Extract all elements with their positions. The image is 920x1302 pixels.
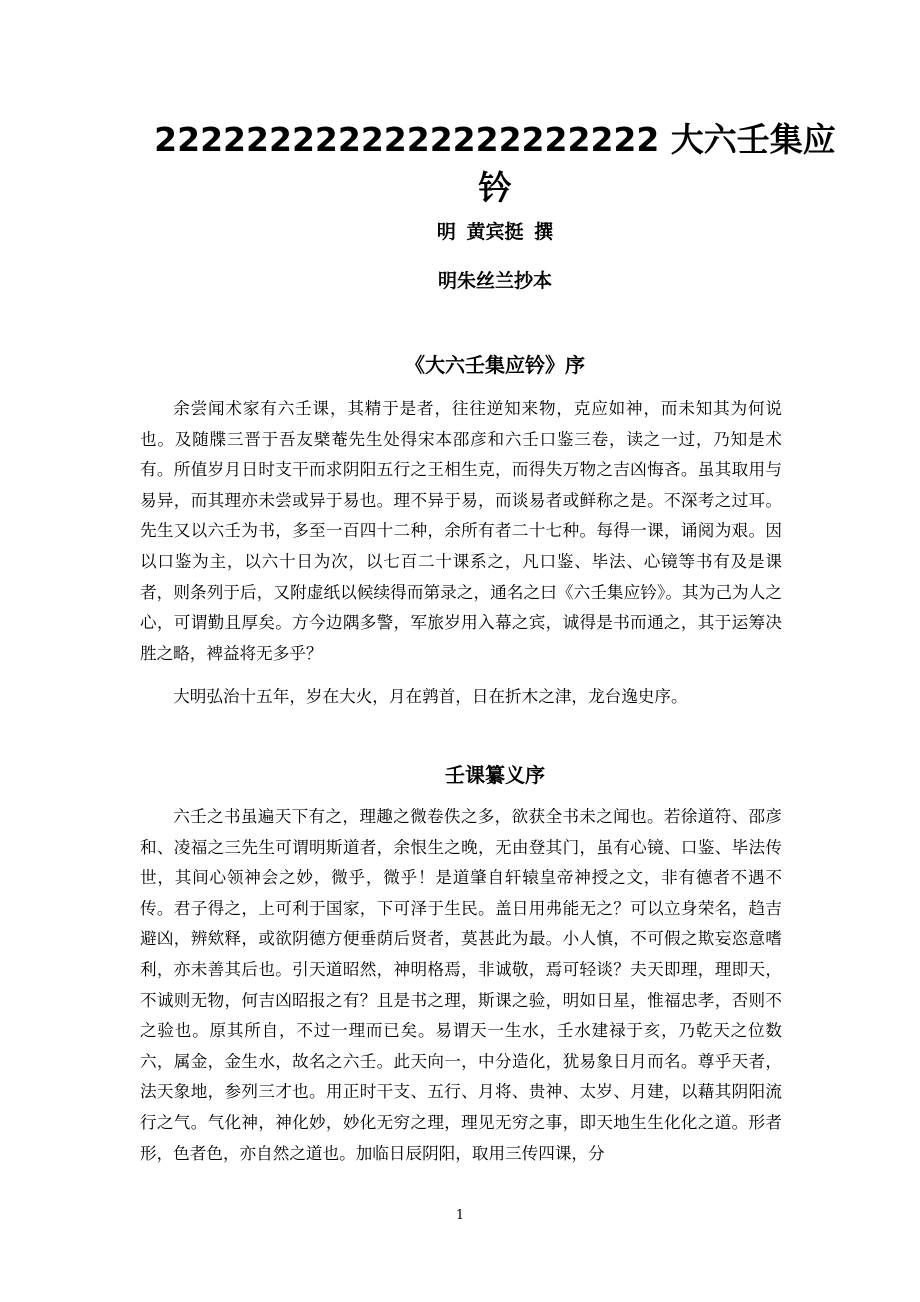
edition-line: 明朱丝兰抄本 [437,270,552,292]
section-title-preface: 《大六壬集应钤》序 [405,353,585,377]
renke-preface-paragraph: 六壬之书虽遍天下有之，理趣之微卷佚之多，欲获全书未之闻也。若徐道符、邵彦和、凌福之三先生可谓明斯道者，余恨生之晚，无由登其门，虽有心镜、口鉴、毕法传世，其间心领神会之妙，微乎，微乎！是道肇自轩辕皇帝神授之文，非有德者不遇不传。君子得之，上可利于国家，下可泽于生民。盖日用弗能无之？可以立身荣名，趋吉避凶，辨欸释，或欲阴德方便垂荫后贤者，莫甚此为最。小人慎，不可假之欺妄恣意嗜利，亦未善其后也。引天道昭然，神明格焉，非诚敬，焉可轻谈？夫天即理，理即天，不诚则无物，何吉凶昭报之有？且是书之理，斯课之验，明如日星，惟福忠孝，否则不之验也。原其所自，不过一理而已矣。易谓天一生水，壬水建禄于亥，乃乾天之位数六，属金，金生水，故名之六壬。此天向一，中分造化，犹易象日月而名。尊乎天者，法天象地，参列三才也。用正时干支、五行、月将、贵神、太岁、月建，以藉其阴阳流行之气。气化神，神化妙，妙化无穷之理，理见无穷之事，即天地生生化化之道。形者形，色者色，亦自然之道也。加临日辰阴阳，取用三传四课，分 [140,807,782,1163]
page-number: 1 [455,1208,465,1223]
section-title-renke-preface: 壬课纂义序 [445,763,545,787]
preface-signature-paragraph: 大明弘治十五年，岁在大火，月在鹑首，日在折木之津，龙台逸史序。 [173,687,688,706]
author-line: 明 黄宾挺 撰 [436,221,554,243]
document-title: 2222222222222222222222 大六壬集应钤 [154,120,836,207]
preface-paragraph: 余尝闻术家有六壬课，其精于是者，往往逆知来物，克应如神，而未知其为何说也。及随牒三晋于吾友檗菴先生处得宋本邵彦和六壬口鉴三卷，读之一过，乃知是术有。所值岁月日时支干而求阴阳五行之王相生克，而得失万物之吉凶悔吝。虽其取用与易异，而其理亦未尝或异于易也。理不异于易，而谈易者或鲜称之是。不深考之过耳。先生又以六壬为书，多至一百四十二种，余所有者二十七种。每得一课，诵阅为艰。因以口鉴为主，以六十日为次，以七百二十课系之，凡口鉴、毕法、心镜等书有及是课者，则条列于后，又附虚纸以候续得而第录之，通名之曰《六壬集应钤》。其为己为人之心，可谓勤且厚矣。方今边隅多警，军旅岁用入幕之宾，诚得是书而通之，其于运筹决胜之略，裨益将无多乎？ [140,399,782,663]
